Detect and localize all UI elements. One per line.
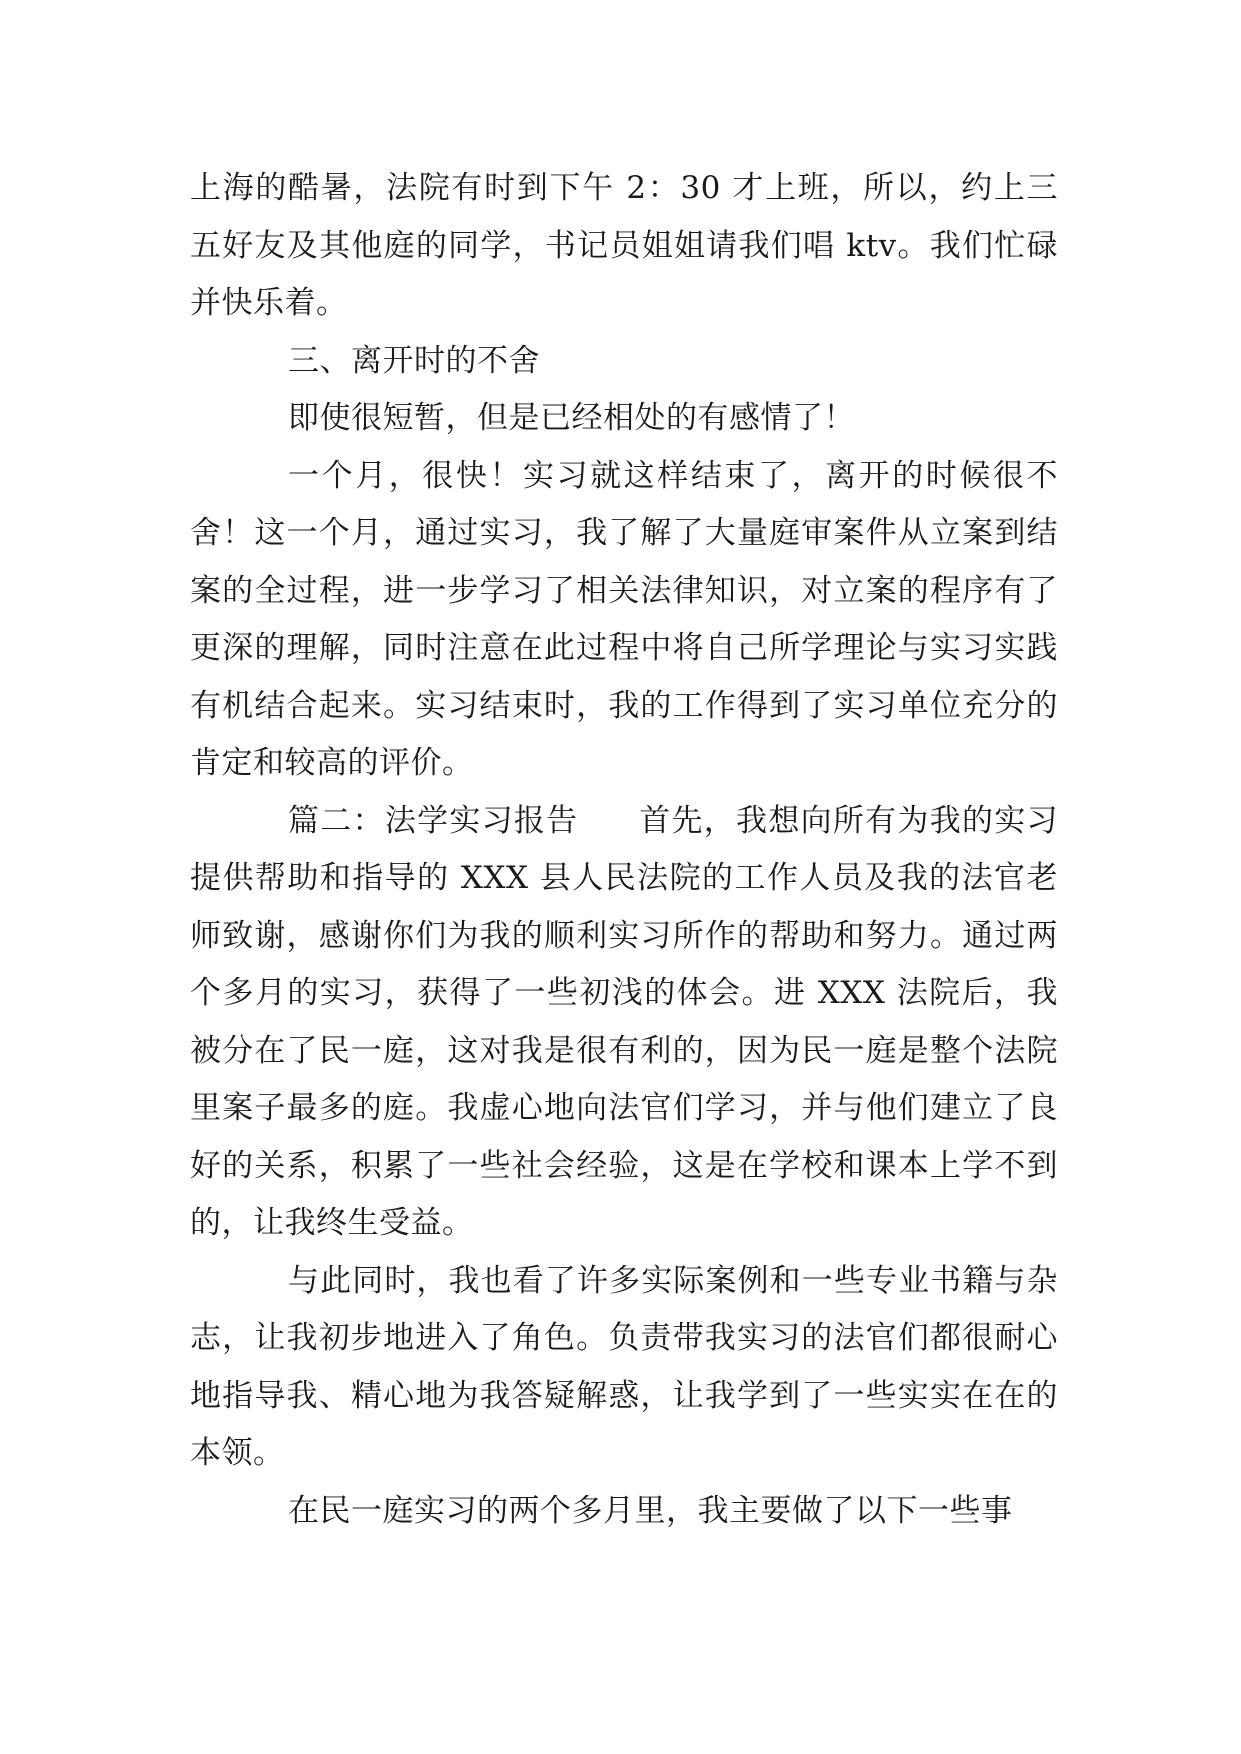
article-heading: 篇二：法学实习报告 xyxy=(288,802,579,839)
paragraph-4 xyxy=(190,793,1058,1253)
paragraph-5: 与此同时，我也看了许多实际案例和一些专业书籍与杂志，让我初步地进入了角色。负责带我实习的法官们都很耐心地指导我、精心地为我答疑解惑，让我学到了一些实实在在的本领。 xyxy=(190,1262,1058,1471)
section-heading-3: 三、离开时的不舍 xyxy=(288,342,540,379)
document-body xyxy=(190,160,1058,1540)
paragraph-4-text: 首先，我想向所有为我的实习提供帮助和指导的 XXX 县人民法院的工作人员及我的法官老师致谢，感谢你们为我的顺利实习所作的帮助和努力。通过两个多月的实习，获得了一些初浅的体会。进 XXX 法院后，我被分在了民一庭，这对我是很有利的，因为民一庭是整个法院里案子最多的庭。我虚心地向法官们学习，并与他们建立了良好的关系，积累了一些社会经验，这是在学校和课本上学不到的，让我终生受益。 xyxy=(190,802,1059,1241)
paragraph-2: 即使很短暂，但是已经相处的有感情了！ xyxy=(288,400,855,436)
paragraph-1: 上海的酷暑，法院有时到下午 2：30 才上班，所以，约上三五好友及其他庭的同学，书记员姐姐请我们唱 ktv。我们忙碌并快乐着。 xyxy=(190,170,1058,321)
paragraph-3: 一个月，很快！实习就这样结束了，离开的时候很不舍！这一个月，通过实习，我了解了大量庭审案件从立案到结案的全过程，进一步学习了相关法律知识，对立案的程序有了更深的理解，同时注意在此过程中将自己所学理论与实习实践有机结合起来。实习结束时，我的工作得到了实习单位充分的肯定和较高的评价。 xyxy=(190,457,1058,781)
paragraph-6: 在民一庭实习的两个多月里，我主要做了以下一些事 xyxy=(288,1492,1013,1529)
